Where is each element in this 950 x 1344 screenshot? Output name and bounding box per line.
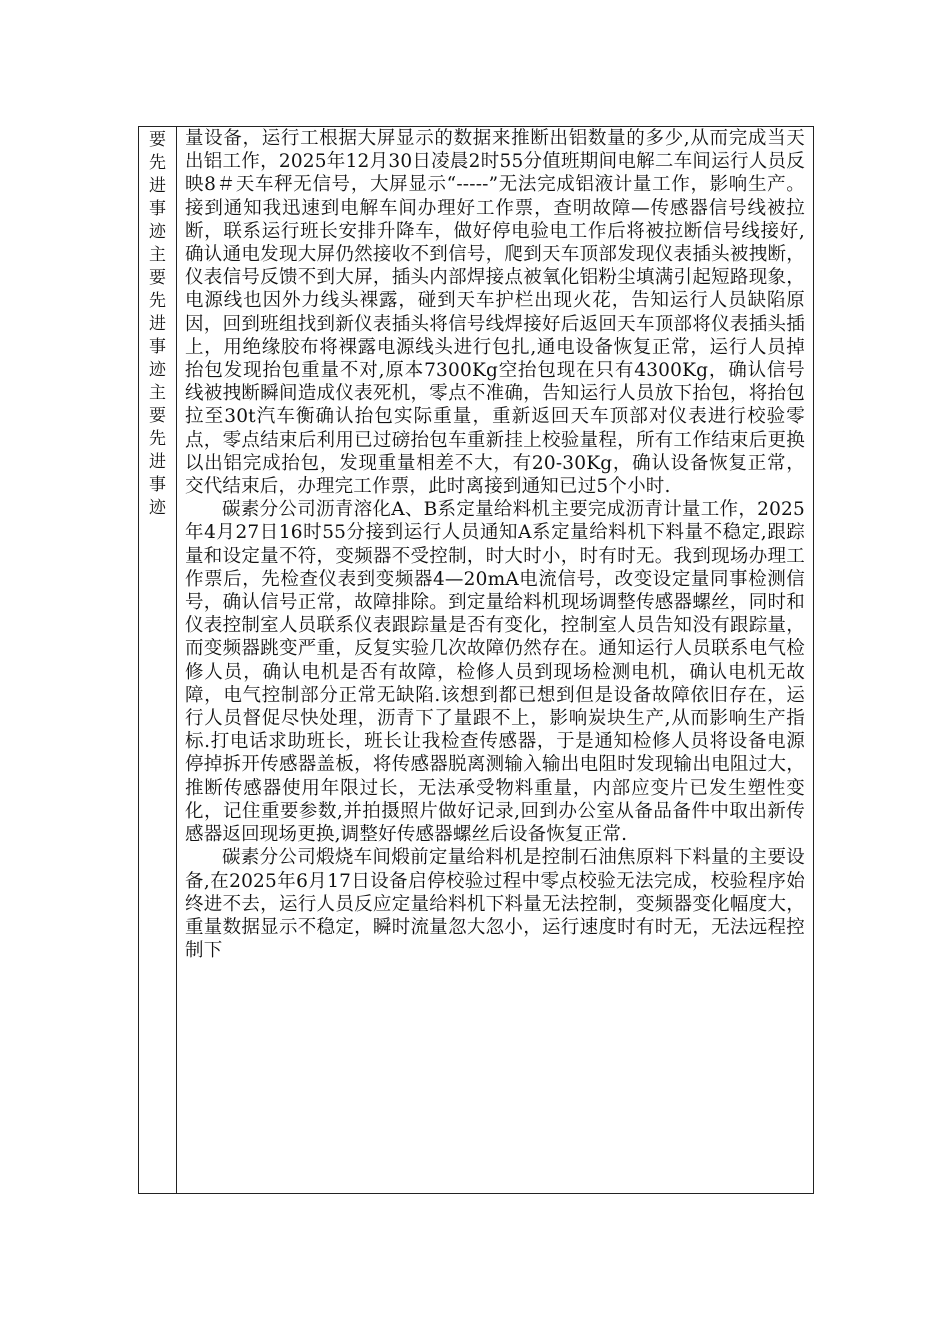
side-label-cell <box>139 127 177 1193</box>
side-label-char: 迹 <box>149 498 166 518</box>
side-label-char: 进 <box>149 314 166 334</box>
side-label-char: 主 <box>149 383 166 403</box>
side-label-char: 迹 <box>149 222 166 242</box>
side-label-char: 先 <box>149 429 166 449</box>
side-label-char: 要 <box>149 268 166 288</box>
side-label-char: 事 <box>149 475 166 495</box>
side-label-char: 先 <box>149 291 166 311</box>
side-label <box>139 127 176 520</box>
side-label-char: 主 <box>149 245 166 265</box>
side-label-char: 进 <box>149 176 166 196</box>
side-label-char: 先 <box>149 153 166 173</box>
paragraph-2: 碳素分公司沥青溶化A、B系定量给料机主要完成沥青计量工作，2025年4月27日16时55分接到运行人员通知A系定量给料机下料量不稳定,跟踪量和设定量不符，变频器不受控制，时大时小，时有时无。我到现场办理工作票后，先检查仪表到变频器4—20mA电流信号，改变设定量同事检测信号，确认信号正常，故障排除。到定量给料机现场调整传感器螺丝，同时和仪表控制室人员联系仪表跟踪量是否有变化，控制室人员告知没有跟踪量，而变频器跳变严重，反复实验几次故障仍然存在。通知运行人员联系电气检修人员，确认电机是否有故障，检修人员到现场检测电机，确认电机无故障，电气控制部分正常无缺陷.该想到都已想到但是设备故障依旧存在，运行人员督促尽快处理，沥青下了量跟不上，影响炭块生产,从而影响生产指标.打电话求助班长，班长让我检查传感器，于是通知检修人员将设备电源停掉拆开传感器盖板，将传感器脱离测输入输出电阻时发现输出电阻过大，推断传感器使用年限过长，无法承受物料重量，内部应变片已发生塑性变化，记住重要参数,并拍摄照片做好记录,回到办公室从备品备件中取出新传感器返回现场更换,调整好传感器螺丝后设备恢复正常. <box>185 499 805 846</box>
content-cell <box>177 127 813 1193</box>
side-label-char: 事 <box>149 199 166 219</box>
record-table <box>138 126 814 1194</box>
side-label-char: 进 <box>149 452 166 472</box>
paragraph-1: 量设备，运行工根据大屏显示的数据来推断出铝数量的多少,从而完成当天出铝工作，2025年12月30日凌晨2时55分值班期间电解二车间运行人员反映8＃天车秤无信号，大屏显示“-----”无法完成铝液计量工作，影响生产。接到通知我迅速到电解车间办理好工作票，查明故障—传感器信号线被拉断，联系运行班长安排升降车，做好停电验电工作后将被拉断信号线接好,确认通电发现大屏仍然接收不到信号，爬到天车顶部发现仪表插头被拽断，仪表信号反馈不到大屏，插头内部焊接点被氧化铝粉尘填满引起短路现象，电源线也因外力线头裸露，碰到天车护栏出现火花，告知运行人员缺陷原因，回到班组找到新仪表插头将信号线焊接好后返回天车顶部将仪表插头插上，用绝缘胶布将裸露电源线头进行包扎,通电设备恢复正常，运行人员掉抬包发现抬包重量不对,原本7300Kg空抬包现在只有4300Kg，确认信号线被拽断瞬间造成仪表死机，零点不准确，告知运行人员放下抬包，将抬包拉至30t汽车衡确认抬包实际重量，重新返回天车顶部对仪表进行校验零点，零点结束后利用已过磅抬包车重新挂上校验量程，所有工作结束后更换以出铝完成抬包，发现重量相差不大，有20-30Kg，确认设备恢复正常，交代结束后，办理完工作票，此时离接到通知已过5个小时. <box>185 128 805 498</box>
side-label-char: 要 <box>149 406 166 426</box>
content-text <box>177 127 813 962</box>
side-label-char: 事 <box>149 337 166 357</box>
side-label-char: 迹 <box>149 360 166 380</box>
side-label-char: 要 <box>149 130 166 150</box>
paragraph-3: 碳素分公司煅烧车间煅前定量给料机是控制石油焦原料下料量的主要设备,在2025年6月17日设备启停校验过程中零点校验无法完成，校验程序始终进不去，运行人员反应定量给料机下料量无法控制，变频器变化幅度大，重量数据显示不稳定，瞬时流量忽大忽小，运行速度时有时无，无法远程控制下 <box>185 847 805 962</box>
